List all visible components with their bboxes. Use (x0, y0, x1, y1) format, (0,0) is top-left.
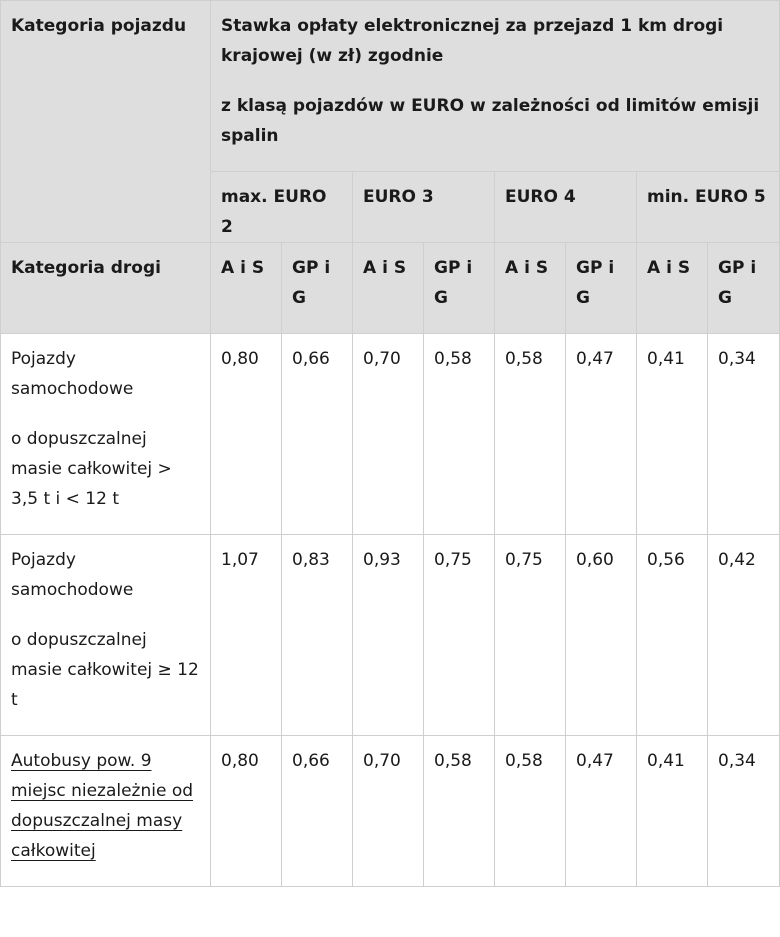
euro-class-header: EURO 3 (353, 172, 495, 243)
rate-cell: 0,83 (282, 535, 353, 736)
rate-cell: 0,42 (708, 535, 780, 736)
rate-cell: 0,66 (282, 736, 353, 887)
rate-cell: 0,58 (495, 736, 566, 887)
road-type-header: GP i G (566, 243, 637, 334)
rate-cell: 0,66 (282, 334, 353, 535)
euro-class-header: min. EURO 5 (637, 172, 780, 243)
rate-cell: 0,58 (424, 736, 495, 887)
rate-cell: 0,58 (495, 334, 566, 535)
road-type-header: A i S (211, 243, 282, 334)
table-row (1, 736, 780, 887)
road-type-header: A i S (495, 243, 566, 334)
rate-cell: 0,34 (708, 736, 780, 887)
rate-cell: 1,07 (211, 535, 282, 736)
rate-cell: 0,70 (353, 334, 424, 535)
rate-cell: 0,93 (353, 535, 424, 736)
rate-cell: 0,34 (708, 334, 780, 535)
rate-cell: 0,80 (211, 334, 282, 535)
vehicle-label-line1: Pojazdy samochodowe (11, 349, 134, 399)
rate-cell: 0,41 (637, 736, 708, 887)
vehicle-label-cell (1, 736, 211, 887)
table-row (1, 334, 780, 535)
rate-title-line1: Stawka opłaty elektronicznej za przejazd 1 km drogi krajowej (w zł) zgodnie (221, 16, 724, 66)
buses-link[interactable]: Autobusy pow. 9 miejsc niezależnie od dopuszczalnej masy całkowitej (11, 751, 194, 861)
vehicle-label-cell (1, 334, 211, 535)
table-row (1, 535, 780, 736)
road-type-header: A i S (353, 243, 424, 334)
vehicle-label-line1: Pojazdy samochodowe (11, 550, 134, 600)
rate-cell: 0,56 (637, 535, 708, 736)
rate-cell: 0,47 (566, 334, 637, 535)
road-type-header: GP i G (282, 243, 353, 334)
rate-cell: 0,80 (211, 736, 282, 887)
vehicle-category-label: Kategoria pojazdu (11, 16, 187, 36)
rate-cell: 0,41 (637, 334, 708, 535)
rate-cell: 0,75 (495, 535, 566, 736)
vehicle-label-line2: o dopuszczalnej masie całkowitej ≥ 12 t (11, 630, 199, 710)
rate-title-line2: z klasą pojazdów w EURO w zależności od limitów emisji spalin (221, 96, 760, 146)
euro-class-header: EURO 4 (495, 172, 637, 243)
vehicle-category-header (1, 1, 211, 243)
euro-class-header: max. EURO 2 (211, 172, 353, 243)
rate-cell: 0,47 (566, 736, 637, 887)
rate-title-header (211, 1, 780, 172)
vehicle-label-line2: o dopuszczalnej masie całkowitej > 3,5 t i < 12 t (11, 429, 172, 509)
rate-cell: 0,70 (353, 736, 424, 887)
road-type-header: GP i G (708, 243, 780, 334)
road-type-header: A i S (637, 243, 708, 334)
rate-cell: 0,60 (566, 535, 637, 736)
road-type-header: GP i G (424, 243, 495, 334)
rate-cell: 0,75 (424, 535, 495, 736)
road-category-header: Kategoria drogi (1, 243, 211, 334)
rate-cell: 0,58 (424, 334, 495, 535)
vehicle-label-cell (1, 535, 211, 736)
